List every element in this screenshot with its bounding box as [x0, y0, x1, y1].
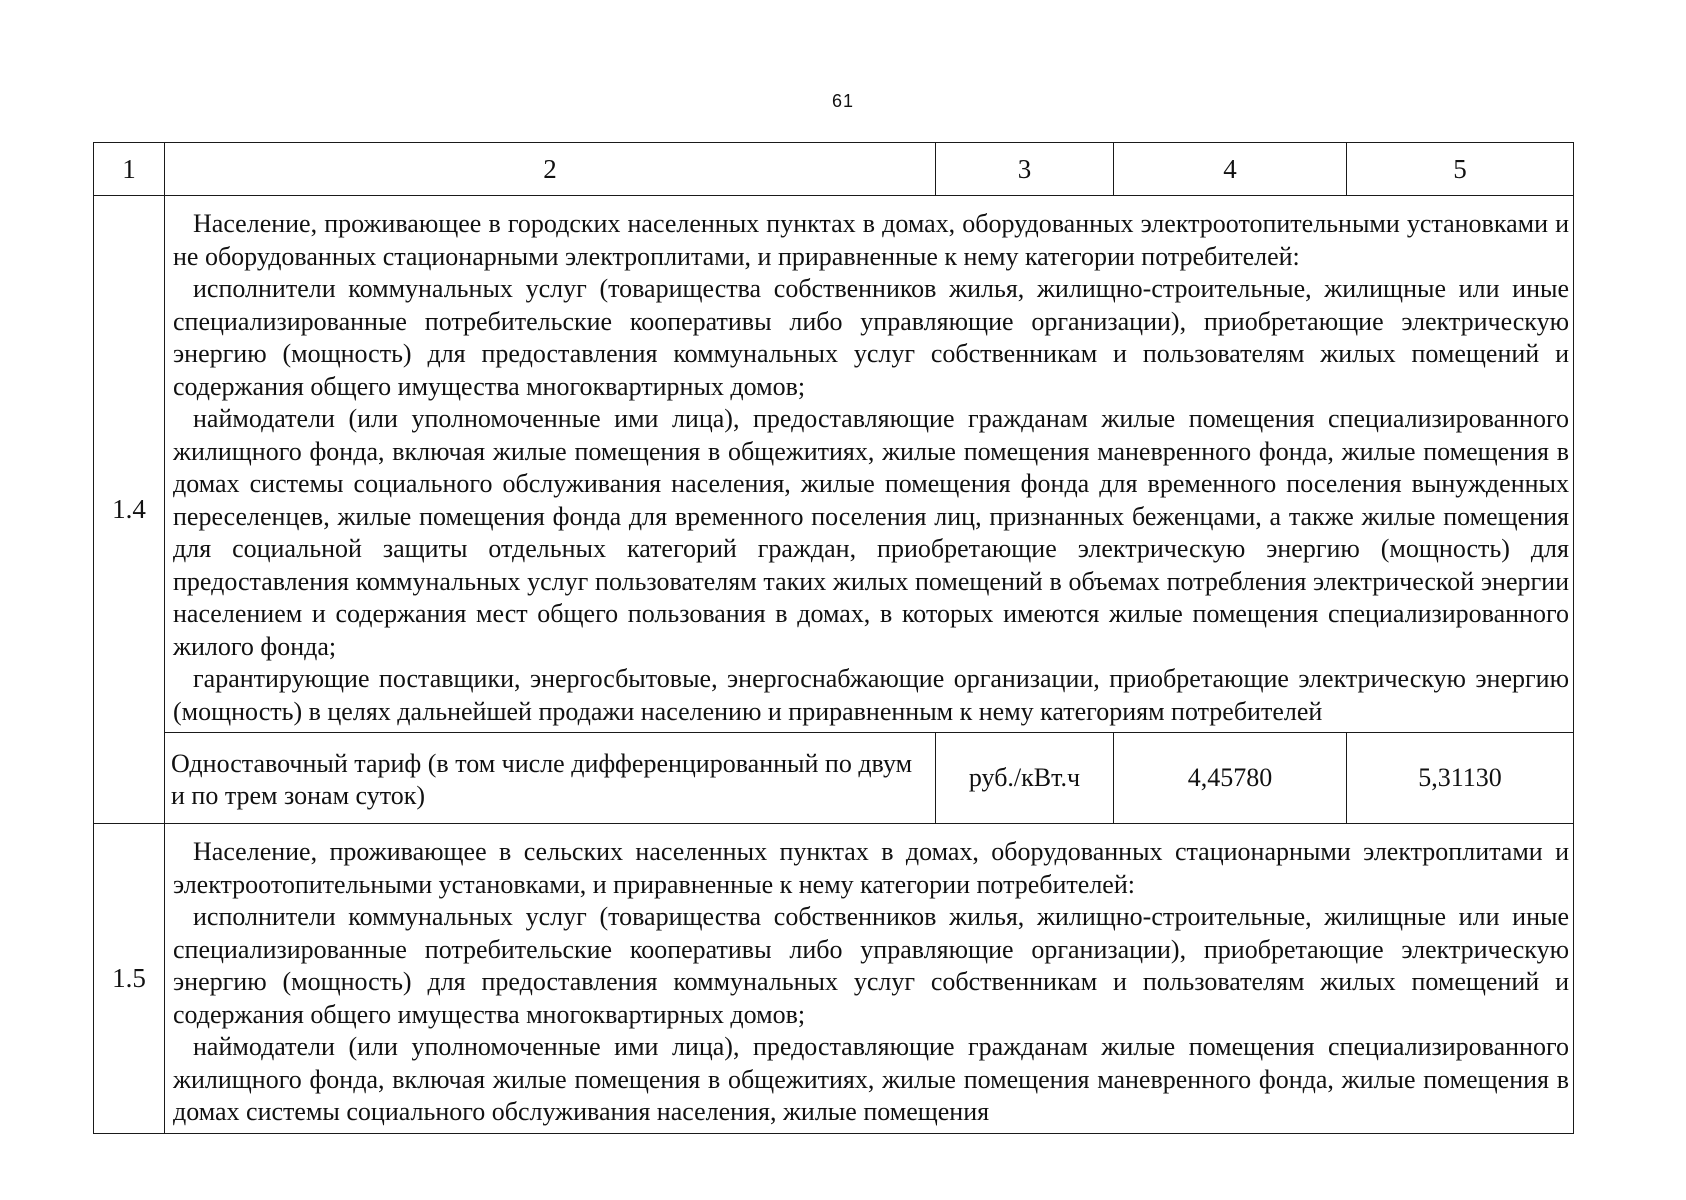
- tariff-row: [94, 733, 1574, 824]
- row-number: 1.4: [94, 196, 165, 824]
- category-description: [165, 196, 1574, 733]
- paragraph: исполнители коммунальных услуг (товарищества собственников жилья, жилищно-строительные, жилищные или иные специализированные потребительские кооперативы либо управляющие организации), приобретающие электрическую энергию (мощность) для предоставления коммунальных услуг собственникам и пользователям жилых помещений и содержания общего имущества многоквартирных домов;: [173, 902, 1569, 1029]
- header-col-4: 4: [1114, 143, 1347, 196]
- paragraph: Население, проживающее в сельских населенных пунктах в домах, оборудованных стационарными электроплитами и электроотопительными установками, и приравненные к нему категории потребителей:: [173, 837, 1569, 899]
- tariff-table: [93, 142, 1574, 1134]
- header-col-1: 1: [94, 143, 165, 196]
- tariff-value-col5: 5,31130: [1347, 733, 1574, 824]
- header-col-3: 3: [936, 143, 1114, 196]
- header-col-2: 2: [165, 143, 936, 196]
- paragraph: Население, проживающее в городских населенных пунктах в домах, оборудованных электроотопительными установками и не оборудованных стационарными электроплитами, и приравненные к нему категории потребителей:: [173, 209, 1569, 271]
- table-row: [94, 824, 1574, 1134]
- paragraph: гарантирующие поставщики, энергосбытовые, энергоснабжающие организации, приобретающие электрическую энергию (мощность) в целях дальнейшей продажи населению и приравненным к нему категориям потребителей: [173, 664, 1569, 726]
- table-row: [94, 196, 1574, 733]
- paragraph: наймодатели (или уполномоченные ими лица), предоставляющие гражданам жилые помещения специализированного жилищного фонда, включая жилые помещения в общежитиях, жилые помещения маневренного фонда, жилые помещения в домах системы социального обслуживания населения, жилые помещения: [173, 1032, 1569, 1126]
- tariff-unit: руб./кВт.ч: [936, 733, 1114, 824]
- page-number: 61: [831, 91, 855, 111]
- header-col-5: 5: [1347, 143, 1574, 196]
- paragraph: исполнители коммунальных услуг (товарищества собственников жилья, жилищно-строительные, жилищные или иные специализированные потребительские кооперативы либо управляющие организации), приобретающие электрическую энергию (мощность) для предоставления коммунальных услуг собственникам и пользователям жилых помещений и содержания общего имущества многоквартирных домов;: [173, 274, 1569, 401]
- row-number: 1.5: [94, 824, 165, 1134]
- paragraph: наймодатели (или уполномоченные ими лица), предоставляющие гражданам жилые помещения специализированного жилищного фонда, включая жилые помещения в общежитиях, жилые помещения маневренного фонда, жилые помещения в домах системы социального обслуживания населения, жилые помещения фонда для временного поселения вынужденных переселенцев, жилые помещения фонда для временного поселения лиц, признанных беженцами, а также жилые помещения для социальной защиты отдельных категорий граждан, приобретающие электрическую энергию (мощность) для предоставления коммунальных услуг пользователям таких жилых помещений в объемах потребления электрической энергии населением и содержания мест общего пользования в домах, в которых имеются жилые помещения специализированного жилого фонда;: [173, 404, 1569, 661]
- category-description: [165, 824, 1574, 1134]
- table-header-row: [94, 143, 1574, 196]
- tariff-value-col4: 4,45780: [1114, 733, 1347, 824]
- tariff-name: Одноставочный тариф (в том числе дифференцированный по двум и по трем зонам суток): [165, 733, 936, 824]
